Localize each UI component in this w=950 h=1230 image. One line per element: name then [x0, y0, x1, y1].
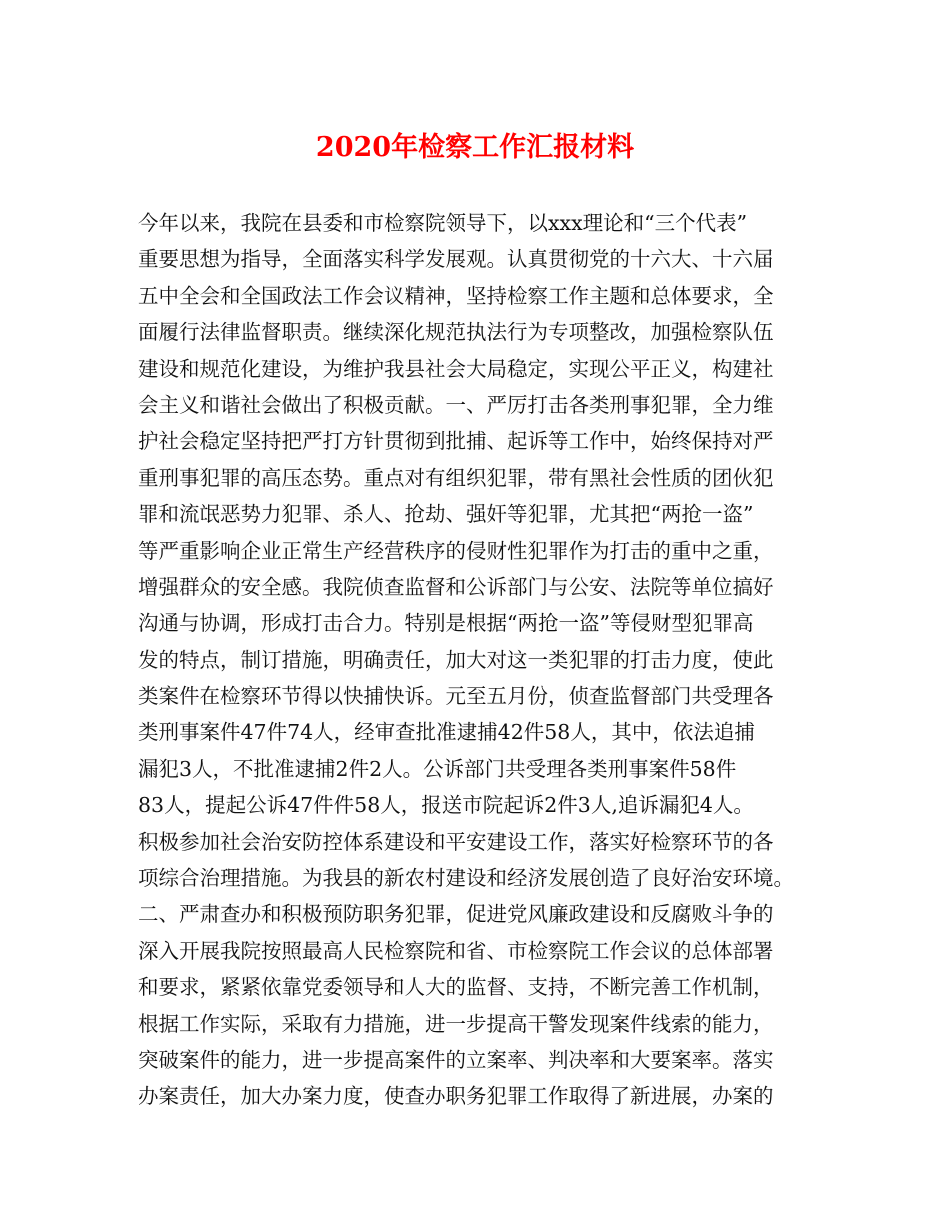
body-line: 办案责任，加大办案力度，使查办职务犯罪工作取得了新进展，办案的 [138, 1084, 774, 1109]
body-line: 增强群众的安全感。我院侦查监督和公诉部门与公安、法院等单位搞好 [138, 574, 774, 599]
body-line: 五中全会和全国政法工作会议精神，坚持检察工作主题和总体要求，全 [138, 283, 774, 308]
body-line: 罪和流氓恶势力犯罪、杀人、抢劫、强奸等犯罪，尤其把“两抢一盗” [138, 502, 754, 527]
body-line: 和要求，紧紧依靠党委领导和人大的监督、支持，不断完善工作机制， [138, 975, 774, 1000]
body-line: 今年以来，我院在县委和市检察院领导下，以xxx理论和“三个代表” [138, 211, 748, 235]
document-title: 2020年检察工作汇报材料 [315, 132, 635, 163]
body-line: 类刑事案件47件74人，经审查批准逮捕42件58人，其中，依法追捕 [138, 720, 755, 745]
body-line: 建设和规范化建设，为维护我县社会大局稳定，实现公平正义，构建社 [138, 356, 774, 381]
body-line: 面履行法律监督职责。继续深化规范执法行为专项整改，加强检察队伍 [138, 320, 774, 345]
body-line: 护社会稳定坚持把严打方针贯彻到批捕、起诉等工作中，始终保持对严 [138, 429, 774, 454]
body-line: 二、严肃查办和积极预防职务犯罪，促进党风廉政建设和反腐败斗争的 [138, 902, 774, 927]
body-line: 漏犯3人，不批准逮捕2件2人。公诉部门共受理各类刑事案件58件 [138, 756, 737, 781]
body-line: 会主义和谐社会做出了积极贡献。一、严厉打击各类刑事犯罪，全力维 [138, 392, 774, 417]
body-line: 根据工作实际，采取有力措施，进一步提高干警发现案件线索的能力， [138, 1011, 774, 1036]
body-line: 积极参加社会治安防控体系建设和平安建设工作，落实好检察环节的各 [138, 829, 774, 854]
body-line: 突破案件的能力，进一步提高案件的立案率、判决率和大要案率。落实 [138, 1047, 774, 1072]
body-line: 等严重影响企业正常生产经营秩序的侵财性犯罪作为打击的重中之重， [138, 538, 774, 563]
body-line: 发的特点，制订措施，明确责任，加大对这一类犯罪的打击力度，使此 [138, 647, 774, 672]
body-line: 深入开展我院按照最高人民检察院和省、市检察院工作会议的总体部署 [138, 938, 774, 963]
body-line: 重要思想为指导，全面落实科学发展观。认真贯彻党的十六大、十六届 [138, 247, 774, 272]
body-line: 重刑事犯罪的高压态势。重点对有组织犯罪，带有黑社会性质的团伙犯 [138, 465, 774, 490]
body-line: 项综合治理措施。为我县的新农村建设和经济发展创造了良好治安环境。 [138, 866, 794, 891]
body-line: 83人，提起公诉47件件58人，报送市院起诉2件3人,追诉漏犯4人。 [138, 793, 754, 818]
body-line: 沟通与协调，形成打击合力。特别是根据“两抢一盗”等侵财型犯罪高 [138, 611, 754, 636]
body-line: 类案件在检察环节得以快捕快诉。元至五月份，侦查监督部门共受理各 [138, 684, 774, 709]
document-body [138, 205, 838, 1115]
